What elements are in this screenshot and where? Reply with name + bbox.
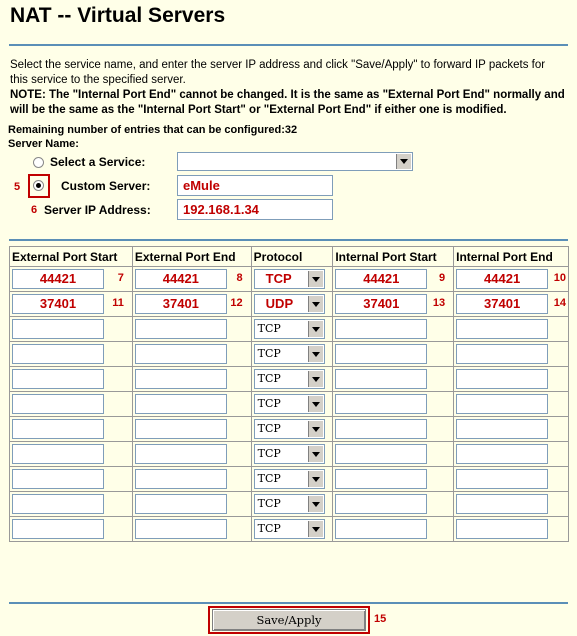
table-row [10,392,569,417]
divider-bottom [9,602,568,604]
int-port-start-input[interactable] [335,519,427,539]
ext-port-end-input[interactable] [135,344,227,364]
protocol-value: TCP [257,422,281,435]
table-row [10,517,569,542]
protocol-select[interactable] [254,519,325,539]
annotation-6: 6 [31,204,38,216]
int-port-end-input[interactable] [456,469,548,489]
int-port-start-input[interactable] [335,469,427,489]
annotation-15: 15 [374,613,387,625]
ext-port-start-input[interactable] [12,419,104,439]
table-row [10,317,569,342]
int-port-end-input[interactable] [456,419,548,439]
protocol-value: TCP [257,522,281,535]
int-port-start-input[interactable] [335,344,427,364]
table-row [10,342,569,367]
chevron-down-icon [308,271,323,287]
int-port-end-input[interactable] [456,344,548,364]
ext-port-start-input[interactable] [12,494,104,514]
ext-port-end-input[interactable] [135,494,227,514]
table-row [10,267,569,292]
divider-middle [9,239,568,241]
annotation-8: 8 [236,272,243,284]
protocol-value: TCP [257,322,281,335]
chevron-down-icon [308,521,323,537]
table-row [10,442,569,467]
table-row [10,492,569,517]
ext-port-start-input[interactable]: 37401 [12,294,104,314]
annotation-12: 12 [230,297,243,309]
table-row [10,417,569,442]
chevron-down-icon [308,471,323,487]
annotation-14: 14 [553,297,566,309]
ext-port-end-input[interactable] [135,419,227,439]
header-internal-port-start: Internal Port Start [333,247,454,267]
server-ip-label: Server IP Address: [44,203,151,217]
server-name-label: Server Name: [8,138,79,150]
ext-port-start-input[interactable] [12,469,104,489]
ext-port-end-input[interactable] [135,319,227,339]
chevron-down-icon [308,446,323,462]
header-external-port-end: External Port End [132,247,251,267]
protocol-select[interactable] [254,419,325,439]
ext-port-end-input[interactable]: 37401 [135,294,227,314]
protocol-value: TCP [257,472,281,485]
chevron-down-icon [396,154,411,169]
int-port-start-input[interactable] [335,444,427,464]
ext-port-end-input[interactable] [135,469,227,489]
remaining-entries: Remaining number of entries that can be configured:32 [8,124,298,136]
chevron-down-icon [308,396,323,412]
annotation-10: 10 [553,272,566,284]
header-protocol: Protocol [251,247,333,267]
ext-port-end-input[interactable] [135,444,227,464]
int-port-start-input[interactable] [335,419,427,439]
intro-description: Select the service name, and enter the server IP address and click "Save/Apply" to forward IP packets for this service to the specified server. [10,59,546,86]
int-port-end-input[interactable]: 37401 [456,294,548,314]
header-internal-port-end: Internal Port End [454,247,569,267]
ext-port-start-input[interactable] [12,344,104,364]
protocol-value: TCP [265,271,292,286]
ext-port-start-input[interactable]: 44421 [12,269,104,289]
protocol-select[interactable] [254,269,325,289]
annotation-13: 13 [432,297,446,309]
protocol-select[interactable] [254,469,325,489]
ext-port-start-input[interactable] [12,369,104,389]
header-external-port-start: External Port Start [10,247,133,267]
int-port-start-input[interactable]: 44421 [335,269,427,289]
int-port-start-input[interactable]: 37401 [335,294,427,314]
ext-port-start-input[interactable] [12,319,104,339]
ext-port-start-input[interactable] [12,444,104,464]
protocol-select[interactable] [254,444,325,464]
protocol-value: TCP [257,447,281,460]
custom-server-input[interactable]: eMule [177,175,333,196]
annotation-11: 11 [112,297,124,309]
table-row [10,367,569,392]
int-port-start-input[interactable] [335,369,427,389]
protocol-select[interactable] [254,294,325,314]
chevron-down-icon [308,421,323,437]
protocol-value: TCP [257,347,281,360]
ext-port-end-input[interactable] [135,519,227,539]
select-service-radio[interactable] [33,157,44,168]
ext-port-end-input[interactable]: 44421 [135,269,227,289]
int-port-start-input[interactable] [335,394,427,414]
table-header-row [10,247,569,267]
protocol-select[interactable] [254,394,325,414]
annotation-5: 5 [14,181,21,193]
int-port-start-input[interactable] [335,494,427,514]
protocol-value: TCP [257,372,281,385]
chevron-down-icon [308,346,323,362]
page-title: NAT -- Virtual Servers [10,4,226,27]
table-row [10,467,569,492]
divider-top [9,44,568,46]
service-select[interactable] [177,152,413,171]
annotation-7: 7 [117,272,124,284]
int-port-end-input[interactable] [456,444,548,464]
select-service-label: Select a Service: [50,155,146,169]
ext-port-end-input[interactable] [135,394,227,414]
table-row [10,292,569,317]
int-port-end-input[interactable] [456,369,548,389]
protocol-value: TCP [257,497,281,510]
int-port-start-input[interactable] [335,319,427,339]
custom-server-label: Custom Server: [61,179,151,193]
chevron-down-icon [308,321,323,337]
protocol-value: TCP [257,397,281,410]
save-apply-button[interactable]: Save/Apply [212,609,366,631]
note-text: NOTE: The "Internal Port End" cannot be changed. It is the same as "External Port End" normally and will be the same as the "Internal Port Start" or "External Port End" if either one is modified. [10,89,565,116]
ext-port-end-input[interactable] [135,369,227,389]
chevron-down-icon [308,496,323,512]
ext-port-start-input[interactable] [12,394,104,414]
protocol-value: UDP [265,296,294,311]
port-mapping-table [9,246,569,542]
ext-port-start-input[interactable] [12,519,104,539]
server-ip-input[interactable]: 192.168.1.34 [177,199,333,220]
protocol-select[interactable] [254,369,325,389]
int-port-end-input[interactable] [456,319,548,339]
protocol-select[interactable] [254,494,325,514]
protocol-select[interactable] [254,344,325,364]
int-port-end-input[interactable] [456,519,548,539]
custom-server-radio[interactable] [33,180,44,191]
int-port-end-input[interactable] [456,394,548,414]
protocol-select[interactable] [254,319,325,339]
annotation-9: 9 [439,272,446,284]
int-port-end-input[interactable] [456,494,548,514]
int-port-end-input[interactable]: 44421 [456,269,548,289]
chevron-down-icon [308,371,323,387]
chevron-down-icon [308,296,323,312]
intro-text [10,58,565,118]
